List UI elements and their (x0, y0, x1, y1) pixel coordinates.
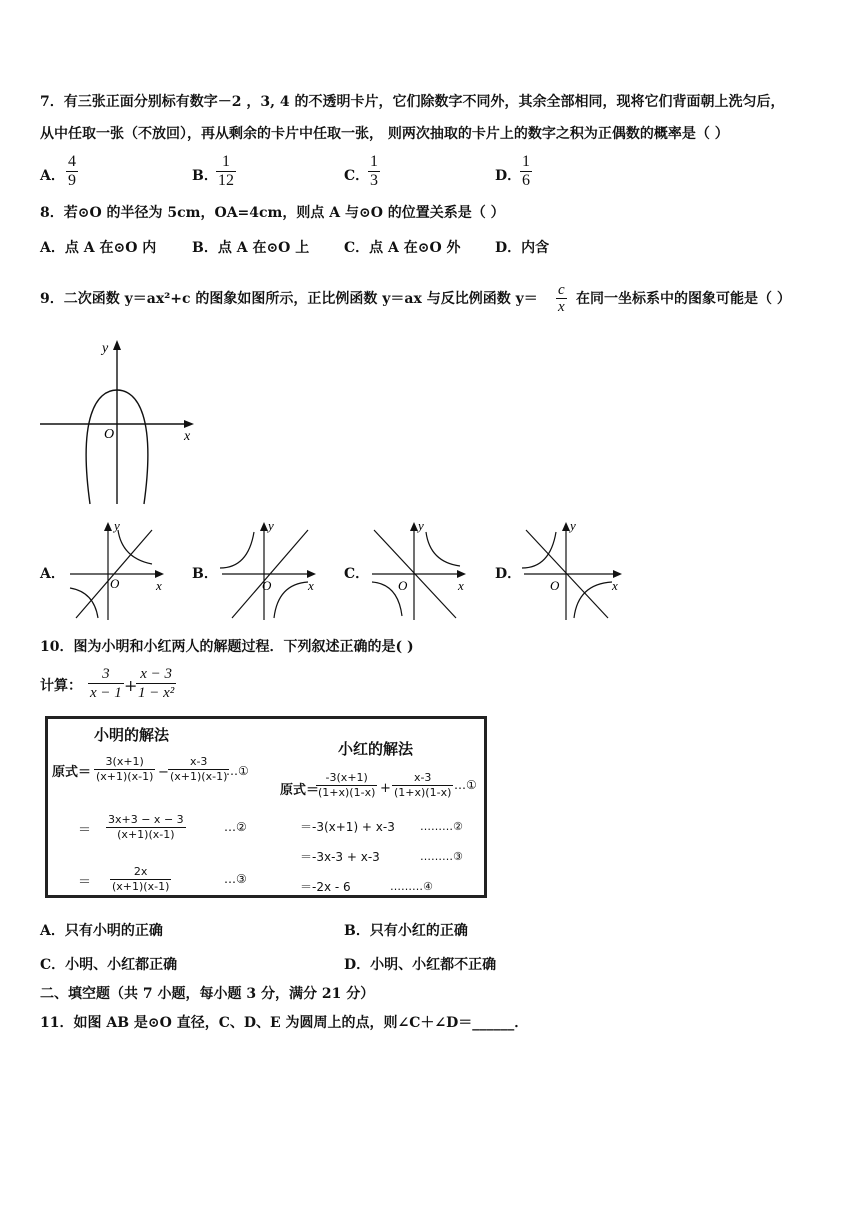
xiaohong-title: 小红的解法 (338, 740, 414, 758)
q9-a-x-label: x (156, 578, 162, 593)
xiaohong-line1-label: 原式＝ (280, 783, 320, 798)
q10-expr-plus: + (124, 676, 138, 695)
xiaoming-line2-mark: …② (224, 820, 247, 834)
q7-option-c-label: C． (344, 168, 370, 184)
q9-a-y-label: y (114, 518, 120, 533)
q9-b-x-label: x (308, 578, 314, 593)
q9-option-a-label: A． (40, 566, 65, 582)
xiaoming-line1-label: 原式＝ (52, 765, 92, 780)
q8-option-d: D．内含 (495, 240, 550, 256)
q10-option-a: A．只有小明的正确 (40, 923, 163, 939)
q9-b-origin: O (262, 578, 272, 593)
xiaohong-line1-frac1: -3(x+1) (1+x)(1-x) (318, 771, 376, 799)
q9-option-d-graph (520, 518, 624, 622)
q10-option-b: B．只有小红的正确 (344, 923, 468, 939)
q7-stem-line2: 从中任取一张（不放回），再从剩余的卡片中任取一张， 则两次抽取的卡片上的数字之积为正偶数的概率是（ ） (40, 126, 729, 142)
q9-stem-fraction: c x (558, 282, 565, 315)
q10-expr-fraction-1: 3 x − 1 (90, 666, 122, 701)
q9-c-y-label: y (418, 518, 424, 533)
q9-c-x-label: x (458, 578, 464, 593)
q7-option-d-label: D． (495, 168, 522, 184)
xiaohong-line4-mark: ………④ (390, 880, 433, 893)
xiaoming-line1-op: − (158, 765, 169, 780)
q7-stem-line1: 7．有三张正面分别标有数字－2 ，3, 4 的不透明卡片，它们除数字不同外，其余全部相同，现将它们背面朝上洗匀后， (40, 94, 785, 110)
q7-option-c-fraction: 1 3 (370, 153, 378, 189)
q7-option-d-fraction: 1 6 (522, 153, 530, 189)
q10-stem: 10．图为小明和小红两人的解题过程．下列叙述正确的是( ) (40, 639, 414, 655)
xiaoming-line2-eq: ＝ (78, 823, 92, 838)
q10-option-d: D．小明、小红都不正确 (344, 957, 497, 973)
q9-origin-label: O (104, 427, 115, 442)
xiaohong-line2-mark: ………② (420, 820, 463, 833)
q9-a-origin: O (110, 576, 120, 591)
q9-parabola-figure (38, 338, 198, 506)
q9-option-d-label: D． (495, 566, 522, 582)
q10-expr-fraction-2: x − 3 1 − x² (138, 666, 175, 701)
q7-option-a-fraction: 4 9 (68, 153, 76, 189)
xiaohong-line3: ＝-3x-3 + x-3 (300, 850, 380, 864)
q9-option-b-label: B． (192, 566, 218, 582)
q9-d-origin: O (550, 578, 560, 593)
q9-axis-x-label: x (184, 429, 191, 444)
q8-option-b: B．点 A 在⊙O 上 (192, 240, 310, 256)
xiaohong-line1-op: + (380, 781, 391, 796)
q11-stem: 11．如图 AB 是⊙O 直径，C、D、E 为圆周上的点，则∠C＋∠D＝______． (40, 1015, 529, 1031)
xiaoming-line1-frac1: 3(x+1) (x+1)(x-1) (96, 755, 154, 783)
q8-option-c: C．点 A 在⊙O 外 (344, 240, 461, 256)
q8-option-a: A．点 A 在⊙O 内 (40, 240, 157, 256)
xiaoming-title: 小明的解法 (94, 726, 170, 744)
q9-option-c-graph (368, 518, 468, 622)
q9-stem-part2: 在同一坐标系中的图象可能是（ ） (576, 291, 791, 307)
q10-solution-box (45, 716, 487, 898)
xiaoming-line3-mark: …③ (224, 872, 247, 886)
q10-option-c: C．小明、小红都正确 (40, 957, 178, 973)
q9-option-c-label: C． (344, 566, 370, 582)
xiaoming-line2-frac: 3x+3 − x − 3 (x+1)(x-1) (108, 813, 184, 841)
xiaohong-line1-frac2: x-3 (1+x)(1-x) (394, 771, 452, 799)
xiaoming-line3-eq: ＝ (78, 875, 92, 890)
q7-option-b-label: B． (192, 168, 218, 184)
q9-c-origin: O (398, 578, 408, 593)
q9-b-y-label: y (268, 518, 274, 533)
q9-stem-part1: 9．二次函数 y＝ax²+c 的图象如图所示，正比例函数 y＝ax 与反比例函数 y＝ (40, 291, 538, 307)
xiaoming-line1-frac2: x-3 (x+1)(x-1) (170, 755, 228, 783)
q7-option-b-fraction: 1 12 (218, 153, 234, 189)
q9-d-x-label: x (612, 578, 618, 593)
xiaohong-line4: ＝-2x - 6 (300, 880, 351, 894)
q8-stem: 8．若⊙O 的半径为 5cm，OA=4cm，则点 A 与⊙O 的位置关系是（ ） (40, 205, 505, 221)
section2-title: 二、填空题（共 7 小题，每小题 3 分，满分 21 分） (40, 986, 375, 1002)
q9-option-a-graph (66, 518, 166, 622)
xiaohong-line2: ＝-3(x+1) + x-3 (300, 820, 395, 834)
q7-option-a-label: A． (40, 168, 65, 184)
q9-axis-y-label: y (102, 341, 109, 356)
q10-calc-label: 计算： (40, 678, 82, 694)
xiaoming-line1-mark: …① (226, 764, 249, 778)
q9-option-b-graph (218, 518, 318, 622)
q9-d-y-label: y (570, 518, 576, 533)
xiaoming-line3-frac: 2x (x+1)(x-1) (112, 865, 170, 893)
xiaohong-line3-mark: ………③ (420, 850, 463, 863)
xiaohong-line1-mark: …① (454, 778, 477, 792)
